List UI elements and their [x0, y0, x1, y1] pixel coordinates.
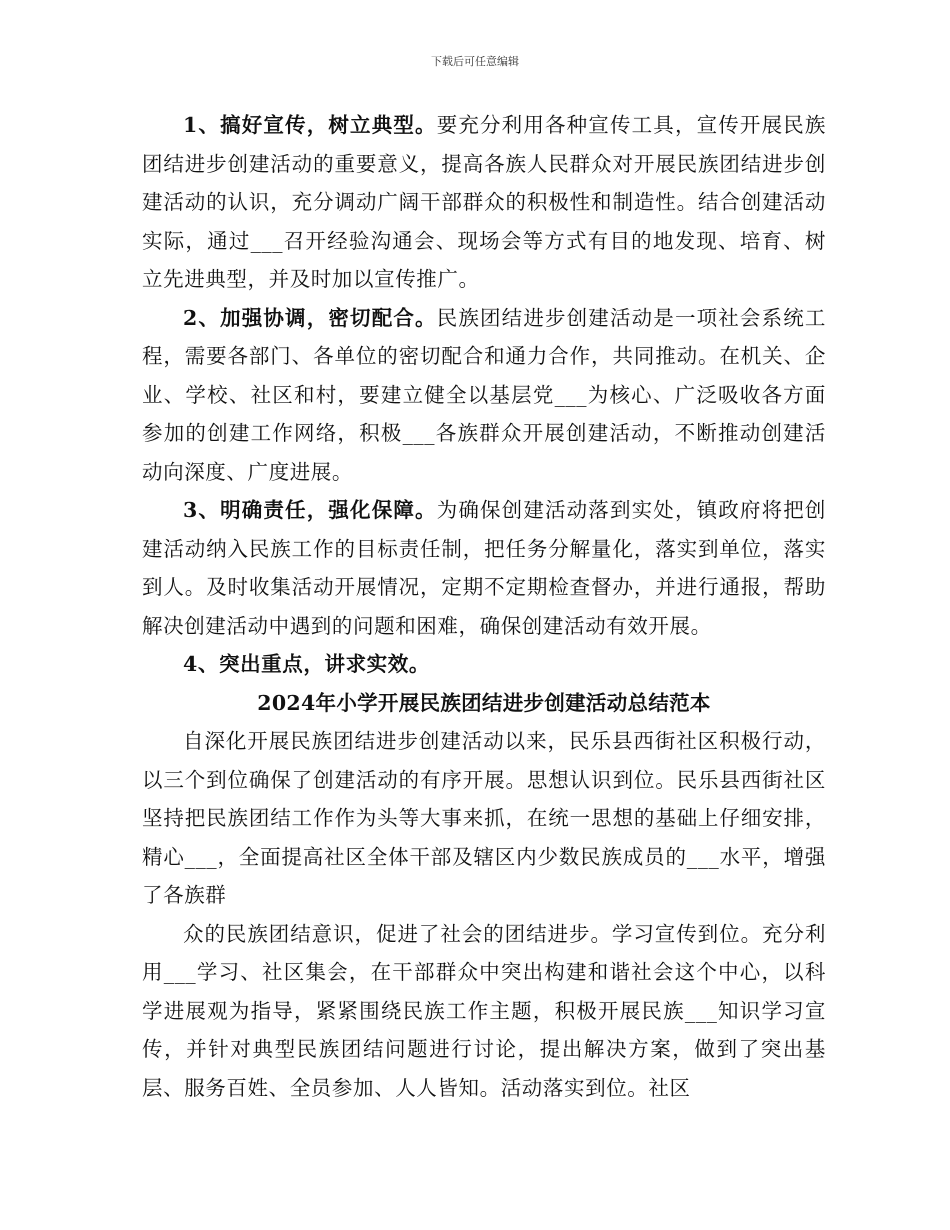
measure-item-1-heading: 1、搞好宣传，树立典型。 — [183, 113, 437, 137]
measure-item-2 — [142, 299, 826, 492]
measure-item-2-heading: 2、加强协调，密切配合。 — [183, 305, 437, 330]
measure-item-1-text: 要充分利用各种宣传工具，宣传开展民族团结进步创建活动的重要意义，提高各族人民群众对开展民族团结进步创建活动的认识，充分调动广阔干部群众的积极性和制造性。结合创建活动实际，通过___召开经验沟通会、现场会等方式有目的地发现、培育、树立先进典型，并及时加以宣传推广。 — [142, 113, 826, 291]
measure-item-3 — [142, 491, 826, 645]
page-header: 下载后可任意编辑 — [431, 55, 519, 68]
summary-paragraph-1: 自深化开展民族团结进步创建活动以来，民乐县西街社区积极行动，以三个到位确保了创建活动的有序开展。思想认识到位。民乐县西街社区坚持把民族团结工作作为头等大事来抓，在统一思想的基础上仔细安排，精心___，全面提高社区全体干部及辖区内少数民族成员的___水平，增强了各族群 — [142, 729, 826, 907]
measure-item-4-heading: 4、突出重点，讲求实效。 — [183, 652, 430, 676]
summary-paragraph-2: 众的民族团结意识，促进了社会的团结进步。学习宣传到位。充分利用___学习、社区集会，在干部群众中突出构建和谐社会这个中心，以科学进展观为指导，紧紧围绕民族工作主题，积极开展民族___知识学习宣传，并针对典型民族团结问题进行讨论，提出解决方案，做到了突出基层、服务百姓、全员参加、人人皆知。活动落实到位。社区 — [142, 921, 826, 1100]
document-body — [142, 106, 826, 1107]
measure-item-3-heading: 3、明确责任，强化保障。 — [183, 498, 437, 522]
measure-item-1 — [142, 106, 826, 299]
measure-item-4 — [142, 645, 826, 684]
document-title: 2024年小学开展民族团结进步创建活动总结范本 — [257, 690, 711, 715]
measure-item-2-text: 民族团结进步创建活动是一项社会系统工程，需要各部门、各单位的密切配合和通力合作，共同推动。在机关、企业、学校、社区和村，要建立健全以基层党___为核心、广泛吸收各方面参加的创建工作网络，积极___各族群众开展创建活动，不断推动创建活动向深度、广度进展。 — [142, 305, 826, 484]
measure-item-3-text: 为确保创建活动落到实处，镇政府将把创建活动纳入民族工作的目标责任制，把任务分解量化，落实到单位，落实到人。及时收集活动开展情况，定期不定期检查督办，并进行通报，帮助解决创建活动中遇到的问题和困难，确保创建活动有效开展。 — [142, 498, 826, 638]
